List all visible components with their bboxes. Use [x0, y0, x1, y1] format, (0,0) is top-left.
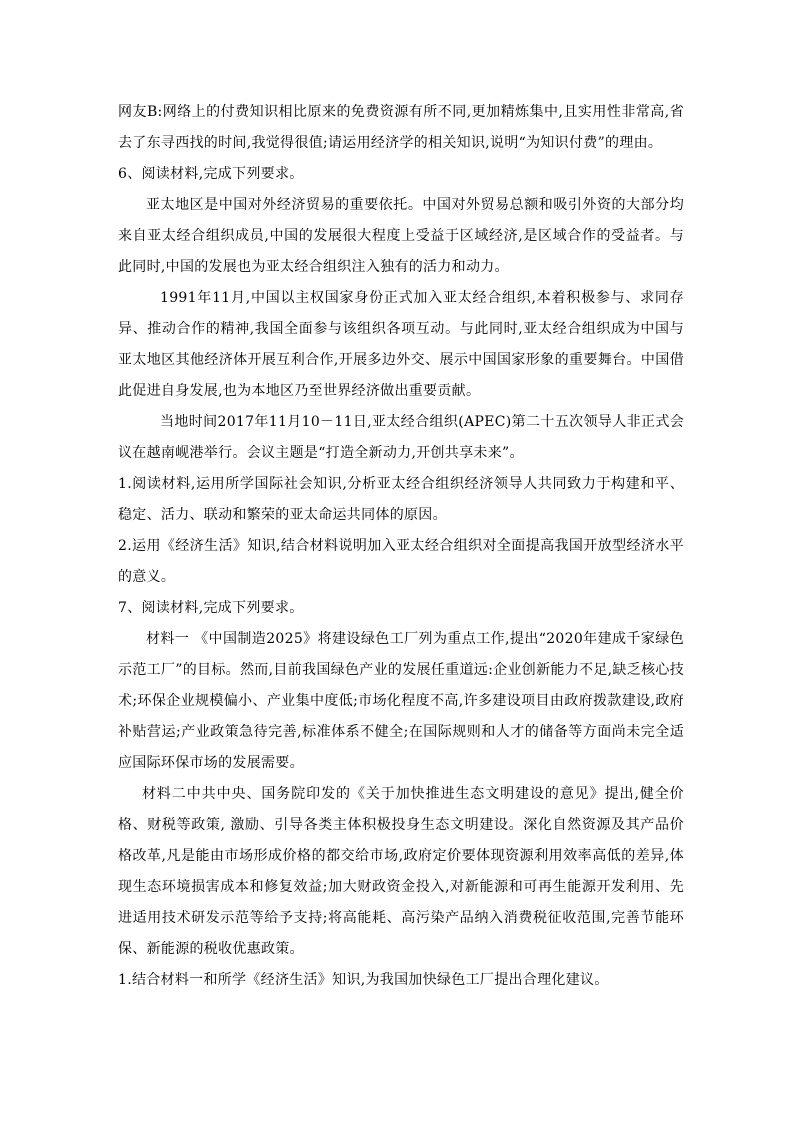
paragraph-asia-pacific-material: 亚太地区是中国对外经济贸易的重要依托。中国对外贸易总额和吸引外资的大部分均来自亚太经合组织成员,中国的发展很大程度上受益于区域经济,是区域合作的受益者。与此同时,中国的发展也为亚太经合组织注入独有的活力和动力。 [118, 197, 684, 275]
paragraph-material-two: 材料二中共中央、国务院印发的《关于加快推进生态文明建设的意见》提出,健全价格、财税等政策, 激励、引导各类主体积极投身生态文明建设。深化自然资源及其产品价格改革,凡是能由市场形成价格的都交给市场,政府定价要体现资源利用效率高低的差异,体现生态环境损害成本和修复效益;加大财政资金投入,对新能源和可再生能源开发利用、先进适用技术研发示范等给予支持;将高能耗、高污染产品纳入消费税征收范围,完善节能环保、新能源的税收优惠政策。 [118, 786, 684, 957]
paragraph-2017-apec-meeting: 当地时间2017年11月10－11日,亚太经合组织(APEC)第二十五次领导人非正式会议在越南岘港举行。会议主题是“打造全新动力,开创共享未来”。 [118, 414, 684, 461]
paragraph-1991-apec-joining: 1991年11月,中国以主权国家身份正式加入亚太经合组织,本着积极参与、求同存异、推动合作的精神,我国全面参与该组织各项互动。与此同时,亚太经合组织成为中国与亚太地区其他经济体开展互利合作,开展多边外交、展示中国国家形象的重要舞台。中国借此促进自身发展,也为本地区乃至世界经济做出重要贡献。 [118, 290, 684, 399]
paragraph-netizen-b-question: 网友B:网络上的付费知识相比原来的免费资源有所不同,更加精炼集中,且实用性非常高,省去了东寻西找的时间,我觉得很值;请运用经济学的相关知识,说明“为知识付费”的理由。 [118, 104, 684, 151]
question-6-sub-1: 1.阅读材料,运用所学国际社会知识,分析亚太经合组织经济领导人共同致力于构建和平、稳定、活力、联动和繁荣的亚太命运共同体的原因。 [118, 476, 684, 523]
document-page [118, 97, 684, 996]
paragraph-material-one: 材料一 《中国制造2025》将建设绿色工厂列为重点工作,提出“2020年建成千家绿色示范工厂”的目标。然而,目前我国绿色产业的发展任重道远:企业创新能力不足,缺乏核心技术;环保企业规模偏小、产业集中度低;市场化程度不高,许多建设项目由政府拨款建设,政府补贴营运;产业政策急待完善,标准体系不健全;在国际规则和人才的储备等方面尚未完全适应国际环保市场的发展需要。 [118, 631, 684, 771]
question-7-heading: 7、阅读材料,完成下列要求。 [118, 600, 304, 616]
question-6-sub-2: 2.运用《经济生活》知识,结合材料说明加入亚太经合组织对全面提高我国开放型经济水平的意义。 [118, 538, 684, 585]
question-6-heading: 6、阅读材料,完成下列要求。 [118, 166, 304, 182]
question-7-sub-1: 1.结合材料一和所学《经济生活》知识,为我国加快绿色工厂提出合理化建议。 [118, 972, 609, 988]
